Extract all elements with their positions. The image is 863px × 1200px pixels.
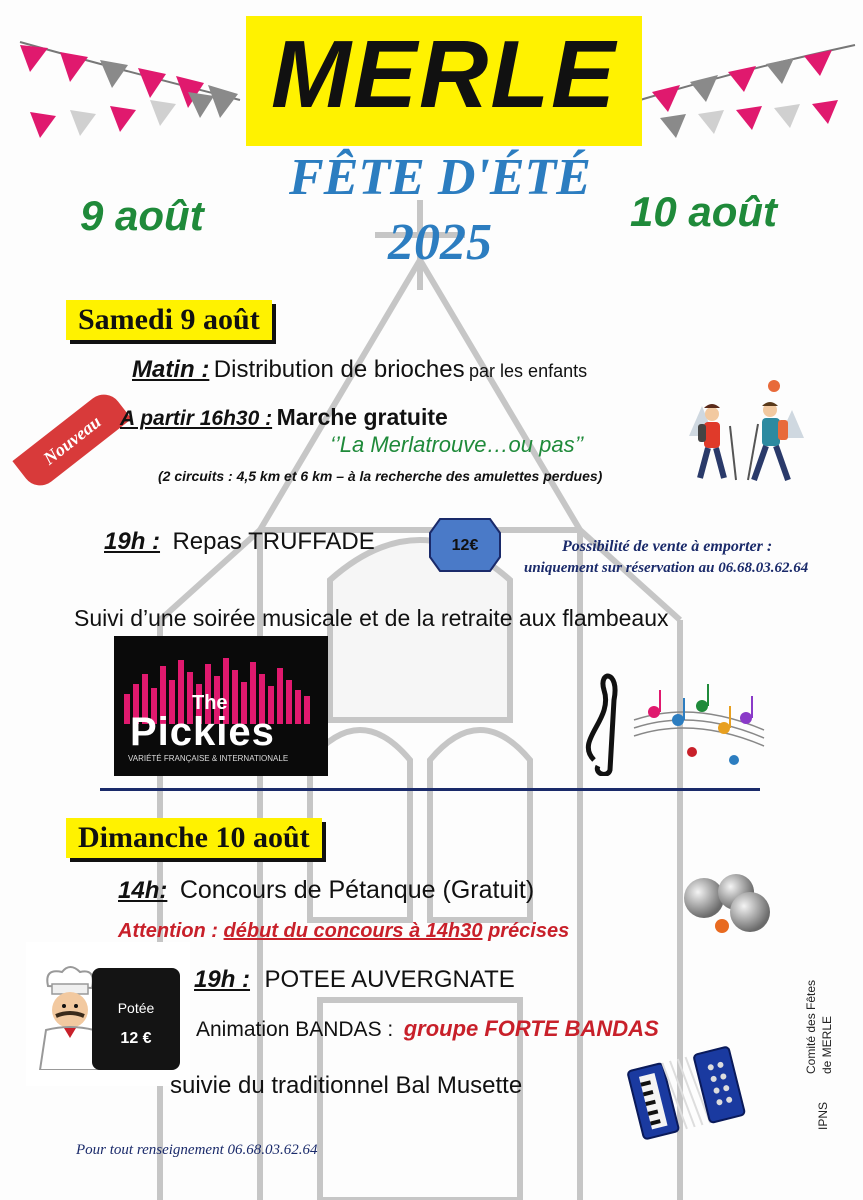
dinner-time: 19h :	[104, 528, 161, 555]
event-name: FÊTE D'ÉTÉ	[289, 149, 591, 206]
side-credit-ipns: IPNS	[816, 1101, 830, 1130]
warning-line	[118, 920, 569, 943]
nouveau-ribbon: Nouveau	[12, 387, 131, 492]
sunday-dinner-text: POTEE AUVERGNATE	[264, 966, 515, 993]
walk-name: ‘’La Merlatrouve…ou pas’’	[330, 432, 584, 457]
board-label: Potée	[117, 1000, 155, 1016]
animation-line	[196, 1016, 659, 1042]
morning-label: Matin :	[132, 356, 210, 383]
dinner-text: Repas TRUFFADE	[172, 528, 375, 555]
band-logo-sub: VARIÉTÉ FRANÇAISE & INTERNATIONALE	[128, 754, 289, 763]
walk-title: Marche gratuite	[276, 404, 448, 430]
warning-text: début du concours à 14h30	[223, 920, 483, 942]
board-price: 12 €	[120, 1030, 152, 1047]
footer-info: Pour tout renseignement 06.68.03.62.64	[76, 1142, 318, 1158]
side-credit-line2: Comité des Fêtes	[804, 979, 818, 1074]
side-credit	[790, 980, 860, 1130]
section-divider	[100, 788, 760, 791]
event-year: 2025	[388, 214, 492, 271]
music-notes-icon	[574, 660, 770, 776]
takeaway-line2: uniquement sur réservation au 06.68.03.62.64	[524, 560, 809, 576]
band-logo-name: Pickies	[130, 710, 275, 754]
potee-price-board	[92, 968, 180, 1070]
potee-line	[194, 966, 515, 994]
saturday-heading: Samedi 9 août	[66, 300, 272, 340]
petanque-balls-icon	[680, 870, 776, 936]
petanque-text: Concours de Pétanque (Gratuit)	[179, 876, 535, 904]
dinner-line	[104, 528, 375, 556]
warning-suffix: précises	[488, 920, 570, 942]
sunday-heading: Dimanche 10 août	[66, 818, 322, 858]
sunday-dinner-time: 19h :	[194, 966, 251, 993]
morning-text: Distribution de brioches	[213, 356, 465, 383]
side-credit-line3: de MERLE	[820, 1015, 834, 1074]
animation-group: groupe FORTE BANDAS	[403, 1016, 659, 1041]
date-right: 10 août	[630, 188, 778, 235]
hikers-icon	[684, 376, 808, 490]
morning-suffix: par les enfants	[469, 361, 588, 381]
petanque-line	[118, 876, 534, 905]
band-logo	[114, 636, 328, 776]
page-title: MERLE	[271, 21, 617, 128]
walk-details: (2 circuits : 4,5 km et 6 km – à la recherche des amulettes perdues)	[158, 468, 603, 484]
bal-text: suivie du traditionnel Bal Musette	[170, 1072, 523, 1099]
morning-line	[132, 356, 587, 384]
evening-text: Suivi d’une soirée musicale et de la retraite aux flambeaux	[74, 605, 669, 631]
petanque-time: 14h:	[118, 877, 168, 904]
walk-line	[120, 404, 448, 431]
dinner-price: 12€	[451, 537, 479, 554]
accordion-icon	[626, 1044, 746, 1140]
band-logo-top: The	[192, 692, 228, 714]
warning-label: Attention :	[118, 920, 218, 942]
animation-label: Animation BANDAS :	[196, 1018, 394, 1041]
takeaway-line1: Possibilité de vente à emporter :	[562, 538, 773, 555]
date-left: 9 août	[80, 192, 204, 239]
walk-time: A partir 16h30 :	[120, 407, 273, 430]
